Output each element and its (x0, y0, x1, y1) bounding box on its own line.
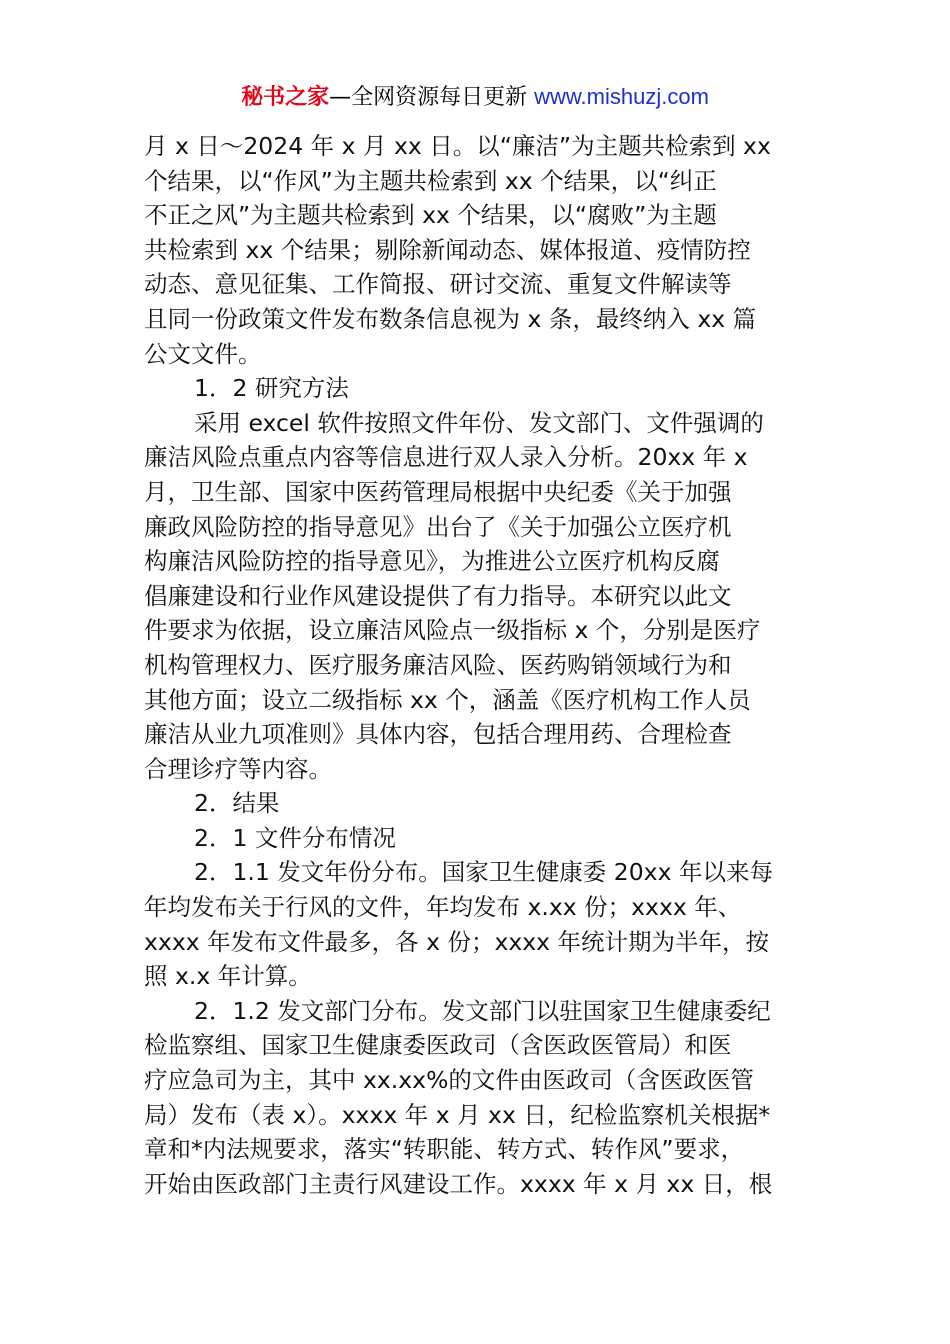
text-line: 机构管理权力、医疗服务廉洁风险、医药购销领域行为和 (144, 650, 732, 679)
text-line: 构廉洁风险防控的指导意见》，为推进公立医疗机构反腐 (144, 547, 720, 576)
text-line: 廉政风险防控的指导意见》出台了《关于加强公立医疗机 (144, 512, 732, 541)
paragraph-start: 2．1.2 发文部门分布。发文部门以驻国家卫生健康委纪 (194, 996, 771, 1025)
text-line: 开始由医政部门主责行风建设工作。xxxx 年 x 月 xx 日，根 (144, 1169, 773, 1198)
paragraph-start: 2．1.1 发文年份分布。国家卫生健康委 20xx 年以来每 (194, 858, 773, 887)
text-line: 月 x 日～2024 年 x 月 xx 日。以“廉洁”为主题共检索到 xx (144, 132, 771, 160)
section-heading: 1．2 研究方法 (194, 374, 349, 403)
text-line: 照 x.x 年计算。 (144, 962, 312, 991)
site-brand: 秘书之家 (241, 85, 330, 110)
site-header (0, 80, 950, 115)
text-line: 疗应急司为主，其中 xx.xx%的文件由医政司（含医政医管 (144, 1066, 754, 1095)
paragraph-start: 采用 excel 软件按照文件年份、发文部门、文件强调的 (194, 408, 764, 437)
text-line: 廉洁从业九项准则》具体内容，包括合理用药、合理检查 (144, 720, 732, 749)
section-heading: 2．1 文件分布情况 (194, 823, 396, 852)
section-heading: 2．结果 (194, 789, 280, 818)
text-line: 个结果，以“作风”为主题共检索到 xx 个结果，以“纠正 (144, 166, 717, 195)
text-line: 年均发布关于行风的文件，年均发布 x.xx 份；xxxx 年、 (144, 893, 742, 922)
text-line: 不正之风”为主题共检索到 xx 个结果，以“腐败”为主题 (144, 201, 717, 230)
site-tagline: —全网资源每日更新 (329, 85, 535, 110)
text-line: 公文文件。 (144, 339, 262, 368)
text-line: xxxx 年发布文件最多，各 x 份；xxxx 年统计期为半年，按 (144, 927, 770, 956)
site-url-link[interactable]: www.mishuzj.com (534, 84, 709, 109)
text-line: 廉洁风险点重点内容等信息进行双人录入分析。20xx 年 x (144, 443, 748, 472)
text-line: 动态、意见征集、工作简报、研讨交流、重复文件解读等 (144, 270, 732, 299)
text-line: 局）发布（表 x）。xxxx 年 x 月 xx 日，纪检监察机关根据* (144, 1100, 771, 1129)
text-line: 且同一份政策文件发布数条信息视为 x 条，最终纳入 xx 篇 (144, 304, 757, 333)
text-line: 合理诊疗等内容。 (144, 754, 332, 783)
text-line: 倡廉建设和行业作风建设提供了有力指导。本研究以此文 (144, 581, 732, 610)
text-line: 共检索到 xx 个结果；剔除新闻动态、媒体报道、疫情防控 (144, 235, 751, 264)
text-line: 月，卫生部、国家中医药管理局根据中央纪委《关于加强 (144, 477, 732, 506)
text-line: 件要求为依据，设立廉洁风险点一级指标 x 个，分别是医疗 (144, 616, 761, 645)
document-body (144, 129, 814, 1201)
text-line: 章和*内法规要求，落实“转职能、转方式、转作风”要求， (144, 1135, 745, 1164)
text-line: 检监察组、国家卫生健康委医政司（含医政医管局）和医 (144, 1031, 732, 1060)
text-line: 其他方面；设立二级指标 xx 个，涵盖《医疗机构工作人员 (144, 685, 751, 714)
